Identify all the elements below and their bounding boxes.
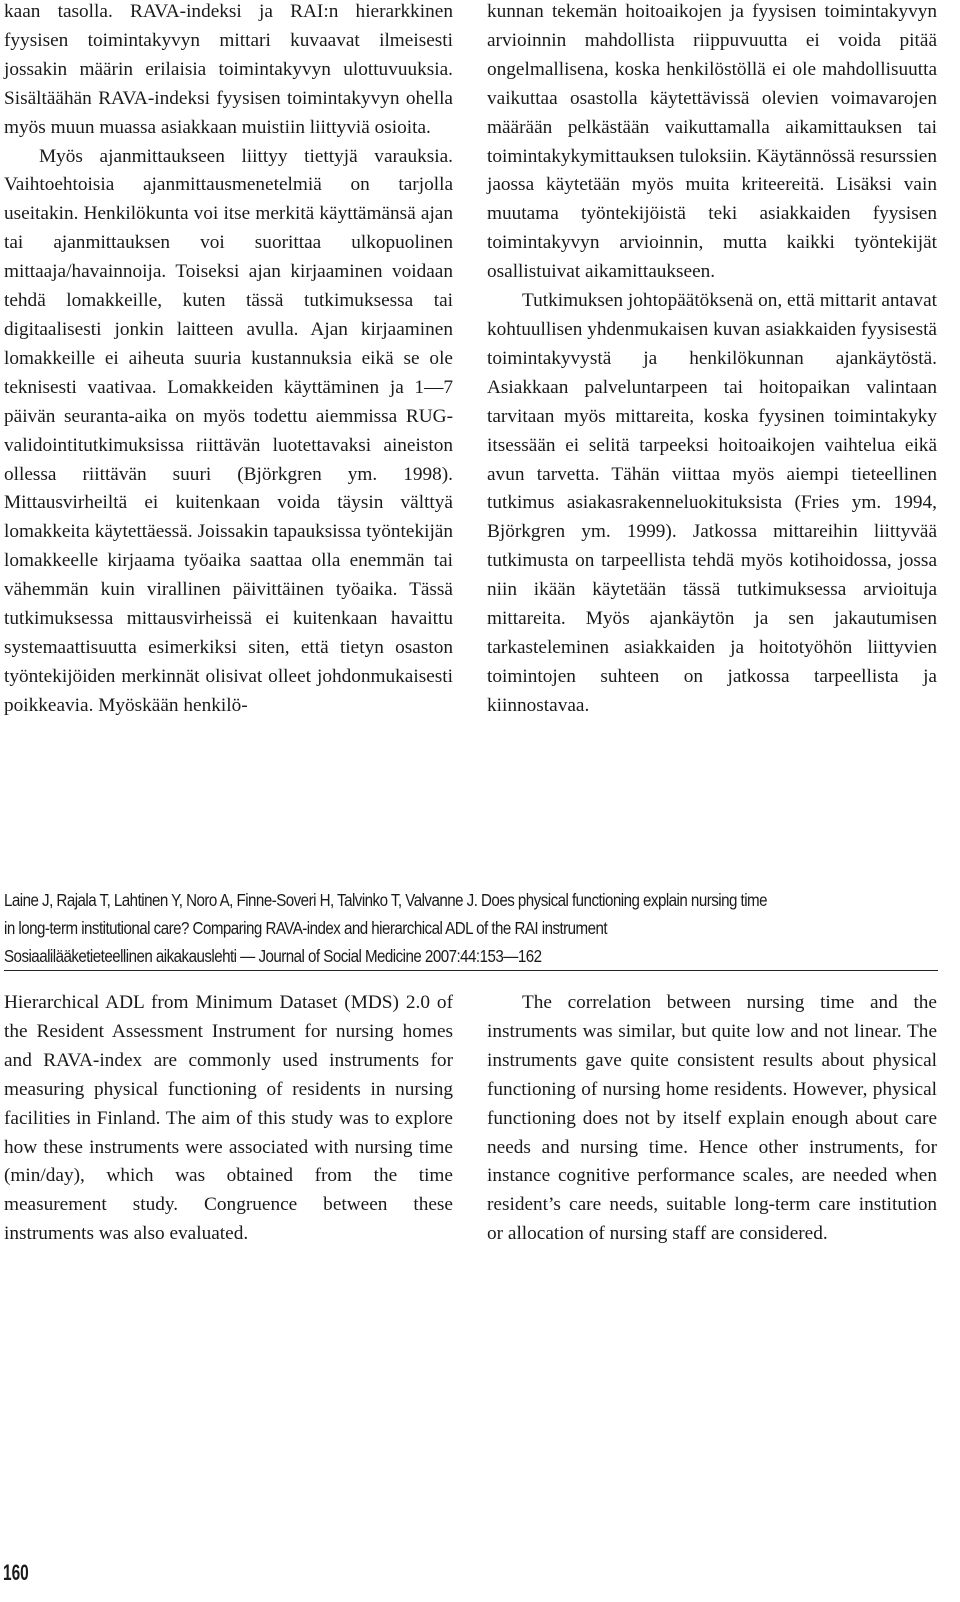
body-column-left [4,0,453,721]
body-paragraph: Myös ajanmittaukseen liittyy tiettyjä varauksia. Vaihtoehtoisia ajanmittausmenetelmiä on tarjolla useitakin. Henkilökunta voi itse merkitä käyttämänsä ajan tai ajanmittauksen voi suorittaa ulkopuolinen mittaaja/havainnoija. Toiseksi ajan kirjaaminen voidaan tehdä lomakkeille, kuten tässä tutkimuksessa tai digitaalisesti jonkin laitteen avulla. Ajan kirjaaminen lomakkeille ei aiheuta suuria kustannuksia eikä se ole teknisesti vaativaa. Lomakkeiden käyttäminen ja 1—7 päivän seuranta-aika on myös todettu aiemmissa RUG-validointitutkimuksissa riittävän luotettavaksi aineiston ollessa riittävän suuri (Björkgren ym. 1998). Mittausvirheiltä ei kuitenkaan voida täysin välttyä lomakkeita käytettäessä. Joissakin tapauksissa työntekijän lomakkeelle kirjaama työaika saattaa olla enemmän tai vähemmän kuin virallinen päivittäinen työaika. Tässä tutkimuksessa mittausvirheissä ei kuitenkaan havaittu systemaattisuutta esimerkiksi siten, että tietyn osaston työntekijöiden merkinnät olisivat olleet johdonmukaisesti poikkeavia. Myöskään henkilö- [4,145,453,716]
body-paragraph: kunnan tekemän hoitoaikojen ja fyysisen toimintakyvyn arvioinnin mahdollista riippuvuutta ei voida pitää ongelmallisena, koska henkilöstöllä ei ole mahdollisuutta vaikuttaa osastolla käytettävissä olevien voimavarojen määrään pelkästään vaikuttamalla aikamittauksen tai toimintakykymittauksen tuloksiin. Käytännössä resurssien jaossa käytetään myös muita kriteereitä. Lisäksi vain muutama työntekijöistä teki asiakkaiden fyysisen toimintakyvyn arvioinnin, mutta kaikki työntekijät osallistuivat aikamittaukseen. [487,1,937,283]
body-column-right [487,0,937,721]
divider [4,970,938,971]
abstract-citation [4,886,938,970]
citation-line: in long-term institutional care? Comparing RAVA-index and hierarchical ADL of the RAI instrument [4,918,608,938]
citation-line: Laine J, Rajala T, Lahtinen Y, Noro A, Finne-Soveri H, Talvinko T, Valvanne J. Does physical functioning explain nursing time [4,890,767,910]
abstract-paragraph: The correlation between nursing time and the instruments was similar, but quite low and not linear. The instruments gave quite consistent results about physical functioning of nursing home residents. However, physical functioning does not by itself explain enough about care needs and nursing time. Hence other instruments, for instance cognitive performance scales, are needed when resident’s care needs, suitable long-term care institution or allocation of nursing staff are considered. [487,992,937,1245]
abstract-column-left [4,989,453,1249]
body-paragraph: Tutkimuksen johtopäätöksenä on, että mittarit antavat kohtuullisen yhdenmukaisen kuvan asiakkaiden fyysisestä toimintakyvystä ja henkilökunnan ajankäytöstä. Asiakkaan palveluntarpeen tai hoitopaikan valintaan tarvitaan myös mittareita, koska fyysinen toimintakyky itsessään ei selitä tarpeeksi hoitoaikojen vaihtelua eikä avun tarvetta. Tähän viittaa myös aiempi tieteellinen tutkimus asiakasrakenneluokituksista (Fries ym. 1994, Björkgren ym. 1999). Jatkossa mittareihin liittyvää tutkimusta on tarpeellista tehdä myös kotihoidossa, jossa niin ikään käytetään tässä tutkimuksessa arvioituja mittareita. Myös ajankäytön ja sen jakautumisen tarkasteleminen asiakkaiden ja hoitotyöhön liittyvien toimintojen suhteen on jatkossa tarpeellista ja kiinnostavaa. [487,290,937,716]
body-paragraph: kaan tasolla. RAVA-indeksi ja RAI:n hierarkkinen fyysisen toimintakyvyn mittari kuvaavat ilmeisesti jossakin määrin erilaisia toimintakyvyn ulottuvuuksia. Sisältäähän RAVA-indeksi fyysisen toimintakyvyn ohella myös muun muassa asiakkaan muistiin liittyviä osioita. [4,1,453,138]
abstract-column-right [487,989,937,1249]
abstract-paragraph: Hierarchical ADL from Minimum Dataset (MDS) 2.0 of the Resident Assessment Instrument for nursing homes and RAVA-index are commonly used instruments for measuring physical functioning of residents in nursing facilities in Finland. The aim of this study was to explore how these instruments were associated with nursing time (min/day), which was obtained from the time measurement study. Congruence between these instruments was also evaluated. [4,992,453,1245]
citation-line: Sosiaalilääketieteellinen aikakauslehti — Journal of Social Medicine 2007:44:153—162 [4,946,542,966]
page-number: 160 [3,1560,29,1585]
